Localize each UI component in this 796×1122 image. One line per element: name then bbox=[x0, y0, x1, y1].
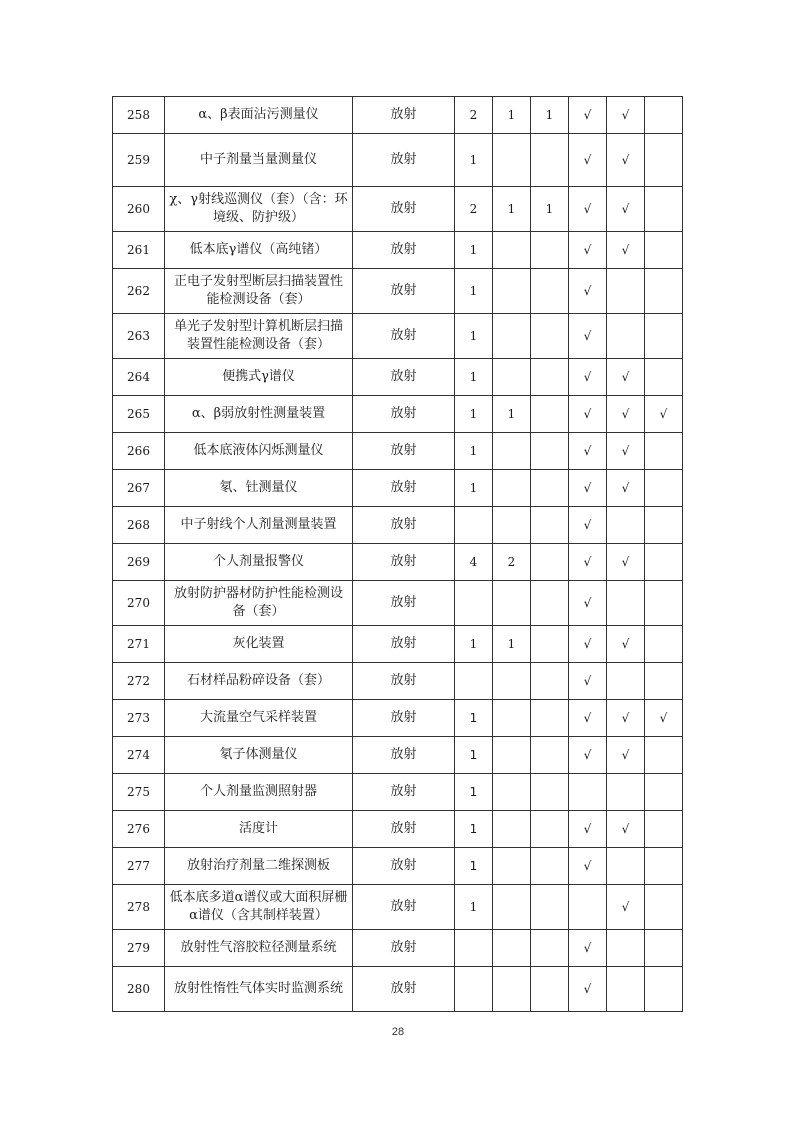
row-number-cell: 262 bbox=[113, 269, 165, 314]
category-cell: 放射 bbox=[353, 967, 455, 1012]
row-number-cell: 261 bbox=[113, 232, 165, 269]
check-3-cell: √ bbox=[645, 396, 683, 433]
row-number-cell: 280 bbox=[113, 967, 165, 1012]
table-row bbox=[113, 470, 683, 507]
equipment-name-cell: 石材样品粉碎设备（套） bbox=[165, 663, 353, 700]
category-cell: 放射 bbox=[353, 507, 455, 544]
check-1-cell: √ bbox=[569, 359, 607, 396]
check-3-cell bbox=[645, 134, 683, 187]
count-2-cell: 1 bbox=[493, 187, 531, 232]
category-cell: 放射 bbox=[353, 930, 455, 967]
check-3-cell bbox=[645, 314, 683, 359]
count-1-cell bbox=[455, 967, 493, 1012]
equipment-name-cell: 氡、钍测量仪 bbox=[165, 470, 353, 507]
check-2-cell bbox=[607, 269, 645, 314]
row-number-cell: 275 bbox=[113, 774, 165, 811]
check-2-cell: √ bbox=[607, 544, 645, 581]
check-3-cell bbox=[645, 269, 683, 314]
count-1-cell: 1 bbox=[455, 269, 493, 314]
check-1-cell: √ bbox=[569, 470, 607, 507]
count-3-cell bbox=[531, 507, 569, 544]
check-2-cell: √ bbox=[607, 737, 645, 774]
row-number-cell: 259 bbox=[113, 134, 165, 187]
category-cell: 放射 bbox=[353, 848, 455, 885]
table-row bbox=[113, 967, 683, 1012]
table-row bbox=[113, 269, 683, 314]
equipment-name-cell: 低本底多道α谱仪或大面积屏栅α谱仪（含其制样装置） bbox=[165, 885, 353, 930]
check-2-cell bbox=[607, 930, 645, 967]
count-2-cell bbox=[493, 700, 531, 737]
table-row bbox=[113, 433, 683, 470]
check-1-cell bbox=[569, 774, 607, 811]
category-cell: 放射 bbox=[353, 470, 455, 507]
count-2-cell bbox=[493, 848, 531, 885]
check-1-cell bbox=[569, 885, 607, 930]
count-3-cell bbox=[531, 134, 569, 187]
check-3-cell bbox=[645, 433, 683, 470]
count-1-cell: 2 bbox=[455, 187, 493, 232]
equipment-name-cell: 个人剂量报警仪 bbox=[165, 544, 353, 581]
check-2-cell: √ bbox=[607, 885, 645, 930]
equipment-name-cell: α、β弱放射性测量装置 bbox=[165, 396, 353, 433]
check-2-cell: √ bbox=[607, 359, 645, 396]
count-1-cell: 1 bbox=[455, 737, 493, 774]
table-row bbox=[113, 848, 683, 885]
category-cell: 放射 bbox=[353, 187, 455, 232]
check-1-cell: √ bbox=[569, 848, 607, 885]
count-1-cell: 1 bbox=[455, 811, 493, 848]
count-2-cell bbox=[493, 885, 531, 930]
row-number-cell: 268 bbox=[113, 507, 165, 544]
category-cell: 放射 bbox=[353, 581, 455, 626]
check-3-cell: √ bbox=[645, 700, 683, 737]
count-2-cell bbox=[493, 269, 531, 314]
count-3-cell bbox=[531, 470, 569, 507]
count-2-cell bbox=[493, 737, 531, 774]
equipment-name-cell: 便携式γ谱仪 bbox=[165, 359, 353, 396]
count-3-cell bbox=[531, 663, 569, 700]
table-row bbox=[113, 700, 683, 737]
category-cell: 放射 bbox=[353, 396, 455, 433]
count-2-cell: 1 bbox=[493, 626, 531, 663]
row-number-cell: 270 bbox=[113, 581, 165, 626]
check-3-cell bbox=[645, 774, 683, 811]
category-cell: 放射 bbox=[353, 811, 455, 848]
check-2-cell: √ bbox=[607, 396, 645, 433]
check-2-cell bbox=[607, 967, 645, 1012]
check-3-cell bbox=[645, 737, 683, 774]
check-3-cell bbox=[645, 470, 683, 507]
count-3-cell bbox=[531, 737, 569, 774]
check-3-cell bbox=[645, 359, 683, 396]
count-1-cell bbox=[455, 663, 493, 700]
table-row bbox=[113, 314, 683, 359]
check-3-cell bbox=[645, 581, 683, 626]
check-1-cell: √ bbox=[569, 544, 607, 581]
check-3-cell bbox=[645, 232, 683, 269]
count-2-cell: 2 bbox=[493, 544, 531, 581]
count-2-cell bbox=[493, 774, 531, 811]
equipment-name-cell: 放射治疗剂量二维探测板 bbox=[165, 848, 353, 885]
count-3-cell bbox=[531, 544, 569, 581]
equipment-name-cell: 放射性气溶胶粒径测量系统 bbox=[165, 930, 353, 967]
table-row bbox=[113, 626, 683, 663]
category-cell: 放射 bbox=[353, 359, 455, 396]
count-1-cell bbox=[455, 581, 493, 626]
count-3-cell bbox=[531, 774, 569, 811]
equipment-name-cell: 大流量空气采样装置 bbox=[165, 700, 353, 737]
count-2-cell bbox=[493, 967, 531, 1012]
check-1-cell: √ bbox=[569, 232, 607, 269]
check-1-cell: √ bbox=[569, 314, 607, 359]
check-3-cell bbox=[645, 930, 683, 967]
table-body bbox=[113, 97, 683, 1012]
count-1-cell: 1 bbox=[455, 774, 493, 811]
row-number-cell: 279 bbox=[113, 930, 165, 967]
category-cell: 放射 bbox=[353, 737, 455, 774]
category-cell: 放射 bbox=[353, 232, 455, 269]
table-row bbox=[113, 187, 683, 232]
table-row bbox=[113, 134, 683, 187]
count-1-cell bbox=[455, 930, 493, 967]
count-3-cell bbox=[531, 930, 569, 967]
count-3-cell bbox=[531, 811, 569, 848]
equipment-name-cell: 中子射线个人剂量测量装置 bbox=[165, 507, 353, 544]
count-2-cell bbox=[493, 581, 531, 626]
check-2-cell: √ bbox=[607, 470, 645, 507]
row-number-cell: 276 bbox=[113, 811, 165, 848]
check-3-cell bbox=[645, 97, 683, 134]
count-3-cell: 1 bbox=[531, 97, 569, 134]
check-3-cell bbox=[645, 187, 683, 232]
check-1-cell: √ bbox=[569, 700, 607, 737]
table-row bbox=[113, 774, 683, 811]
equipment-name-cell: 正电子发射型断层扫描装置性能检测设备（套） bbox=[165, 269, 353, 314]
count-3-cell bbox=[531, 626, 569, 663]
check-2-cell: √ bbox=[607, 433, 645, 470]
count-1-cell: 1 bbox=[455, 433, 493, 470]
row-number-cell: 277 bbox=[113, 848, 165, 885]
equipment-name-cell: 低本底γ谱仪（高纯锗） bbox=[165, 232, 353, 269]
check-2-cell: √ bbox=[607, 134, 645, 187]
check-3-cell bbox=[645, 967, 683, 1012]
category-cell: 放射 bbox=[353, 885, 455, 930]
table-row bbox=[113, 97, 683, 134]
check-2-cell: √ bbox=[607, 700, 645, 737]
equipment-name-cell: 活度计 bbox=[165, 811, 353, 848]
count-2-cell bbox=[493, 232, 531, 269]
count-1-cell: 1 bbox=[455, 848, 493, 885]
table-row bbox=[113, 885, 683, 930]
count-3-cell bbox=[531, 967, 569, 1012]
category-cell: 放射 bbox=[353, 663, 455, 700]
count-2-cell bbox=[493, 811, 531, 848]
table-row bbox=[113, 396, 683, 433]
count-3-cell bbox=[531, 581, 569, 626]
equipment-name-cell: 单光子发射型计算机断层扫描装置性能检测设备（套） bbox=[165, 314, 353, 359]
count-1-cell: 1 bbox=[455, 470, 493, 507]
count-2-cell bbox=[493, 663, 531, 700]
check-3-cell bbox=[645, 544, 683, 581]
check-1-cell: √ bbox=[569, 433, 607, 470]
check-1-cell: √ bbox=[569, 663, 607, 700]
count-2-cell bbox=[493, 314, 531, 359]
category-cell: 放射 bbox=[353, 97, 455, 134]
equipment-name-cell: 氡子体测量仪 bbox=[165, 737, 353, 774]
table-row bbox=[113, 737, 683, 774]
row-number-cell: 278 bbox=[113, 885, 165, 930]
row-number-cell: 272 bbox=[113, 663, 165, 700]
count-3-cell bbox=[531, 232, 569, 269]
count-3-cell bbox=[531, 314, 569, 359]
check-1-cell: √ bbox=[569, 396, 607, 433]
category-cell: 放射 bbox=[353, 626, 455, 663]
check-1-cell: √ bbox=[569, 967, 607, 1012]
count-3-cell bbox=[531, 700, 569, 737]
count-1-cell: 1 bbox=[455, 359, 493, 396]
count-3-cell bbox=[531, 885, 569, 930]
table-row bbox=[113, 811, 683, 848]
category-cell: 放射 bbox=[353, 544, 455, 581]
check-2-cell bbox=[607, 581, 645, 626]
check-3-cell bbox=[645, 811, 683, 848]
check-2-cell: √ bbox=[607, 97, 645, 134]
table-row bbox=[113, 930, 683, 967]
count-2-cell: 1 bbox=[493, 97, 531, 134]
equipment-table bbox=[112, 96, 683, 1012]
check-2-cell: √ bbox=[607, 811, 645, 848]
count-2-cell bbox=[493, 134, 531, 187]
table-row bbox=[113, 544, 683, 581]
count-1-cell: 1 bbox=[455, 232, 493, 269]
row-number-cell: 266 bbox=[113, 433, 165, 470]
check-3-cell bbox=[645, 848, 683, 885]
row-number-cell: 265 bbox=[113, 396, 165, 433]
table-row bbox=[113, 359, 683, 396]
row-number-cell: 269 bbox=[113, 544, 165, 581]
count-1-cell: 1 bbox=[455, 396, 493, 433]
equipment-name-cell: 放射性惰性气体实时监测系统 bbox=[165, 967, 353, 1012]
check-2-cell: √ bbox=[607, 626, 645, 663]
check-2-cell bbox=[607, 848, 645, 885]
row-number-cell: 274 bbox=[113, 737, 165, 774]
check-3-cell bbox=[645, 885, 683, 930]
row-number-cell: 260 bbox=[113, 187, 165, 232]
check-1-cell: √ bbox=[569, 269, 607, 314]
check-1-cell: √ bbox=[569, 626, 607, 663]
check-1-cell: √ bbox=[569, 581, 607, 626]
table-row bbox=[113, 507, 683, 544]
table-row bbox=[113, 232, 683, 269]
category-cell: 放射 bbox=[353, 269, 455, 314]
count-2-cell bbox=[493, 359, 531, 396]
count-1-cell bbox=[455, 507, 493, 544]
check-1-cell: √ bbox=[569, 811, 607, 848]
count-3-cell bbox=[531, 396, 569, 433]
equipment-name-cell: α、β表面沾污测量仪 bbox=[165, 97, 353, 134]
equipment-name-cell: 灰化装置 bbox=[165, 626, 353, 663]
equipment-name-cell: 中子剂量当量测量仪 bbox=[165, 134, 353, 187]
category-cell: 放射 bbox=[353, 134, 455, 187]
count-2-cell bbox=[493, 470, 531, 507]
check-2-cell bbox=[607, 507, 645, 544]
count-3-cell bbox=[531, 359, 569, 396]
category-cell: 放射 bbox=[353, 774, 455, 811]
count-2-cell: 1 bbox=[493, 396, 531, 433]
check-1-cell: √ bbox=[569, 737, 607, 774]
row-number-cell: 267 bbox=[113, 470, 165, 507]
check-1-cell: √ bbox=[569, 507, 607, 544]
check-1-cell: √ bbox=[569, 930, 607, 967]
page-number: 28 bbox=[391, 1026, 405, 1038]
count-1-cell: 1 bbox=[455, 700, 493, 737]
category-cell: 放射 bbox=[353, 433, 455, 470]
count-3-cell bbox=[531, 848, 569, 885]
category-cell: 放射 bbox=[353, 314, 455, 359]
count-2-cell bbox=[493, 433, 531, 470]
row-number-cell: 263 bbox=[113, 314, 165, 359]
equipment-name-cell: 低本底液体闪烁测量仪 bbox=[165, 433, 353, 470]
table-row bbox=[113, 581, 683, 626]
check-2-cell bbox=[607, 774, 645, 811]
check-3-cell bbox=[645, 626, 683, 663]
count-3-cell: 1 bbox=[531, 187, 569, 232]
count-1-cell: 1 bbox=[455, 885, 493, 930]
count-1-cell: 1 bbox=[455, 626, 493, 663]
table-row bbox=[113, 663, 683, 700]
count-1-cell: 1 bbox=[455, 314, 493, 359]
count-3-cell bbox=[531, 269, 569, 314]
count-2-cell bbox=[493, 930, 531, 967]
check-3-cell bbox=[645, 663, 683, 700]
check-1-cell: √ bbox=[569, 134, 607, 187]
row-number-cell: 273 bbox=[113, 700, 165, 737]
category-cell: 放射 bbox=[353, 700, 455, 737]
count-1-cell: 2 bbox=[455, 97, 493, 134]
check-2-cell bbox=[607, 314, 645, 359]
equipment-name-cell: χ、γ射线巡测仪（套）（含：环境级、防护级） bbox=[165, 187, 353, 232]
check-2-cell: √ bbox=[607, 232, 645, 269]
check-2-cell bbox=[607, 663, 645, 700]
count-1-cell: 1 bbox=[455, 134, 493, 187]
row-number-cell: 258 bbox=[113, 97, 165, 134]
equipment-name-cell: 放射防护器材防护性能检测设备（套） bbox=[165, 581, 353, 626]
check-1-cell: √ bbox=[569, 187, 607, 232]
equipment-name-cell: 个人剂量监测照射器 bbox=[165, 774, 353, 811]
count-3-cell bbox=[531, 433, 569, 470]
row-number-cell: 264 bbox=[113, 359, 165, 396]
check-3-cell bbox=[645, 507, 683, 544]
count-2-cell bbox=[493, 507, 531, 544]
count-1-cell: 4 bbox=[455, 544, 493, 581]
check-1-cell: √ bbox=[569, 97, 607, 134]
check-2-cell: √ bbox=[607, 187, 645, 232]
row-number-cell: 271 bbox=[113, 626, 165, 663]
